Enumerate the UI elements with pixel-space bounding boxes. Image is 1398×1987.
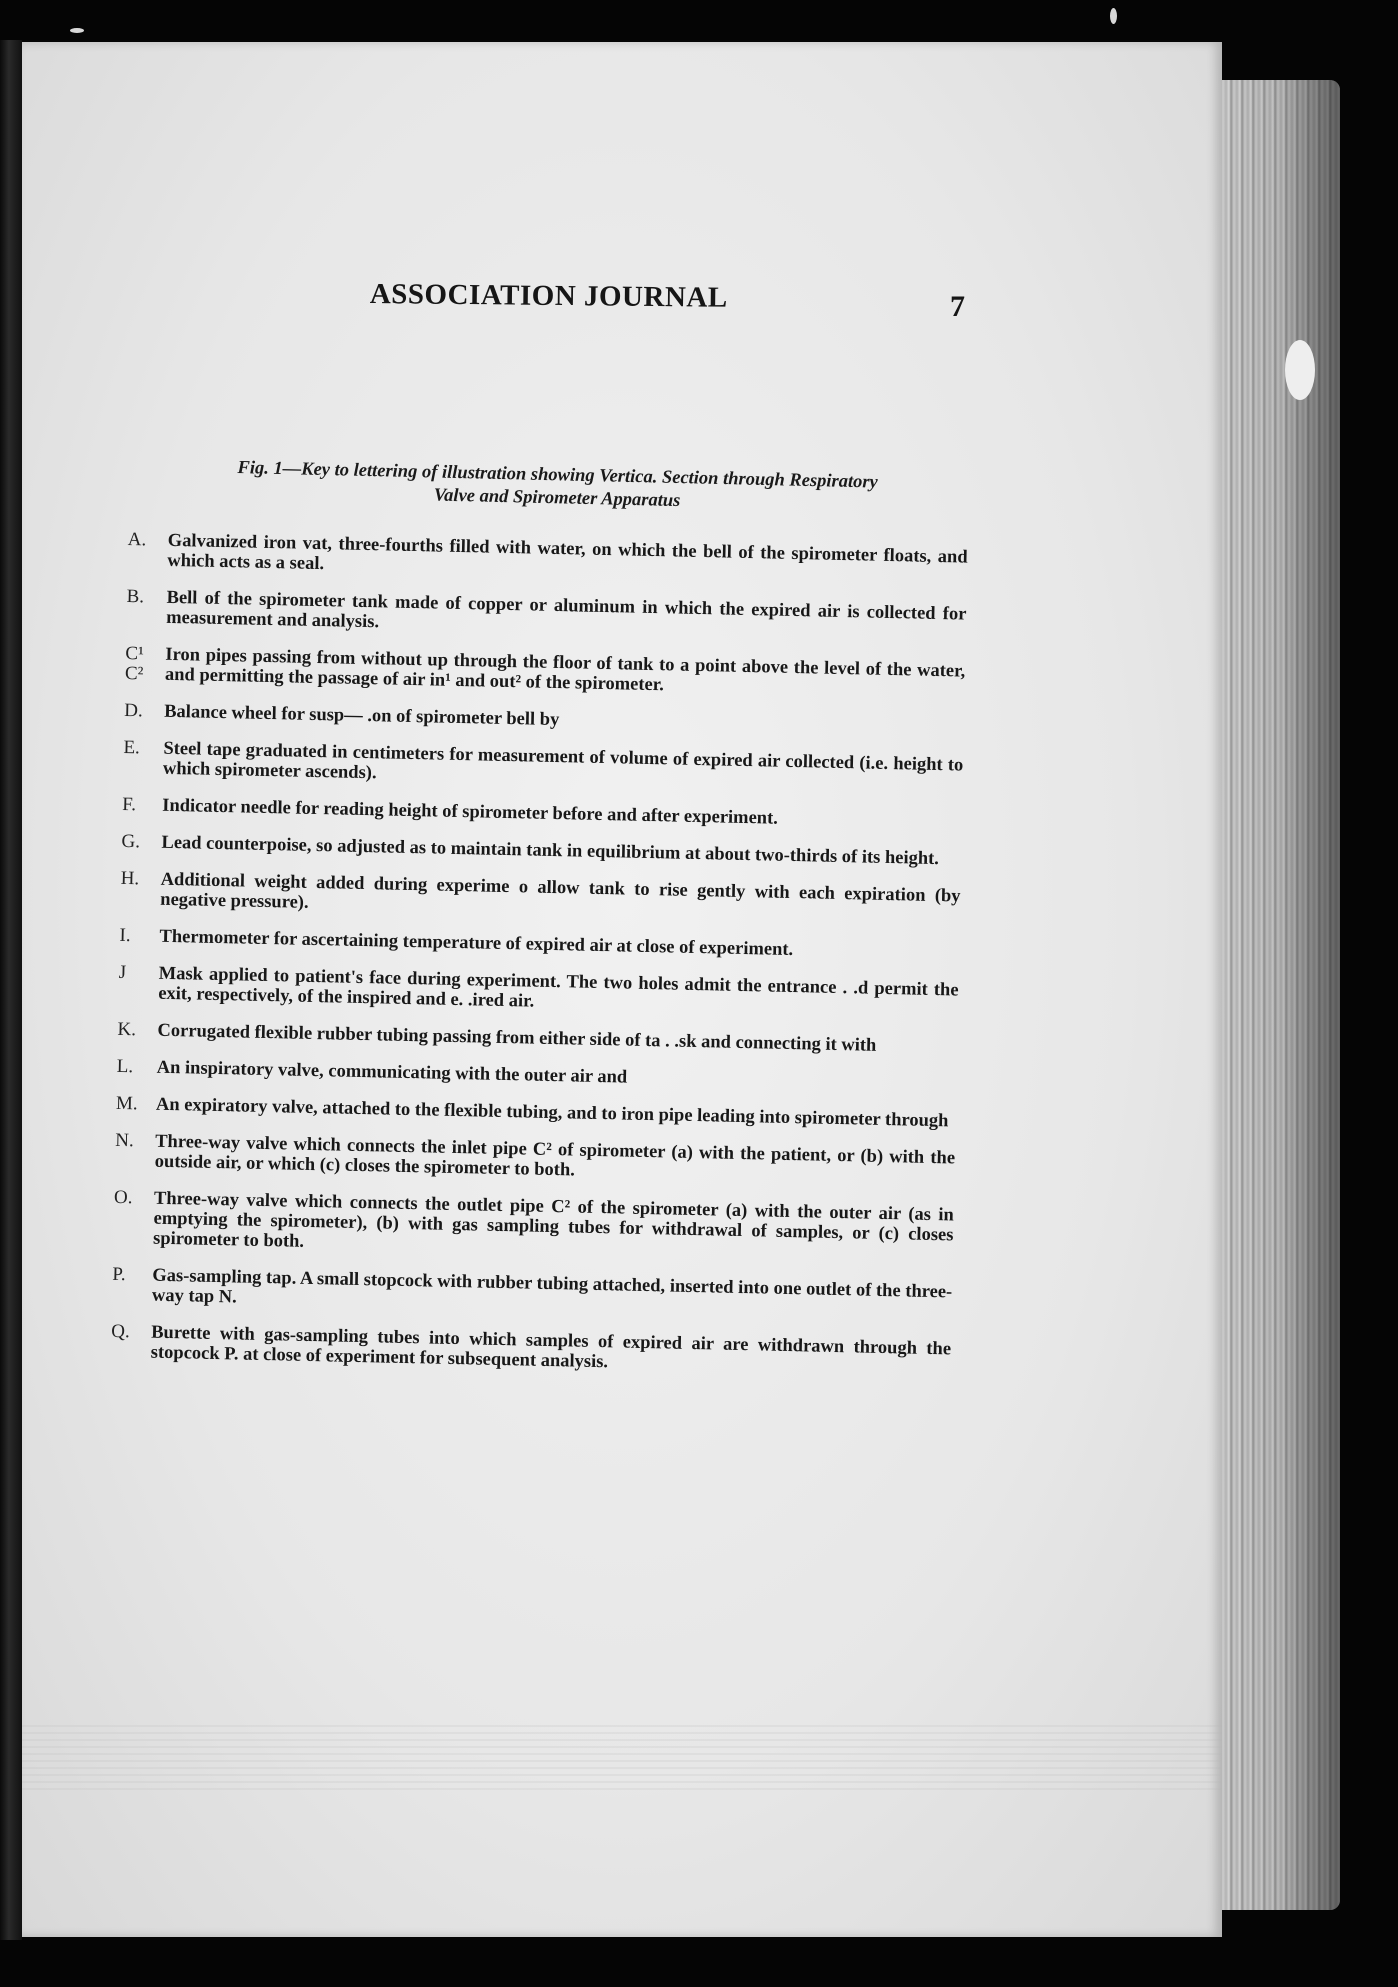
key-text: Steel tape graduated in centimeters for measurement of volume of expired air collected (i.e. height to which spirometer ascends). bbox=[162, 738, 964, 784]
key-text: Additional weight added during experime o allow tank to rise gently with each expiration (by negative pressure). bbox=[160, 869, 961, 913]
key-letter: C¹ C² bbox=[124, 642, 145, 685]
key-text: An expiratory valve, attached to the flexible tubing, and to iron pipe leading into spirometer through bbox=[155, 1094, 949, 1132]
key-item bbox=[113, 1188, 954, 1266]
key-letter: E. bbox=[123, 736, 141, 759]
key-text: Bell of the spirometer tank made of copper or aluminum in which the expired air is collected for measurement and analysis. bbox=[165, 587, 967, 633]
key-letter: A. bbox=[127, 529, 147, 551]
key-letter: O. bbox=[113, 1186, 133, 1209]
key-text: An inspiratory valve, communicating with the outer air and bbox=[156, 1057, 628, 1088]
key-item bbox=[117, 1020, 957, 1058]
key-item bbox=[118, 963, 959, 1021]
key-letter: F. bbox=[122, 793, 137, 816]
key-letter: P. bbox=[112, 1263, 126, 1286]
book-binding-left bbox=[0, 40, 22, 1940]
key-letter: B. bbox=[126, 585, 145, 608]
key-item bbox=[120, 869, 961, 927]
figure-caption-line-1: Fig. 1—Key to lettering of illustration showing Vertica. Section through Respiratory bbox=[237, 458, 878, 493]
key-letter: M. bbox=[115, 1092, 138, 1115]
key-letter: I. bbox=[119, 924, 131, 947]
running-head: ASSOCIATION JOURNAL bbox=[369, 278, 728, 314]
figure-caption-line-2: Valve and Spirometer Apparatus bbox=[433, 485, 681, 512]
key-item bbox=[119, 926, 959, 964]
scan-speck bbox=[1285, 340, 1315, 400]
scan-speck bbox=[1110, 8, 1117, 24]
key-item bbox=[122, 795, 962, 833]
key-text: Three-way valve which connects the inlet pipe C² of spirometer (a) with the patient, or (b) with the outside air, or which (c) closes the spirometer to both. bbox=[154, 1131, 956, 1181]
scan-speck bbox=[70, 28, 84, 33]
key-letter: K. bbox=[117, 1018, 137, 1041]
key-text: Iron pipes passing from without up through the floor of tank to a point above the level of the water, and permitting the passage of air in¹ and out² of the spirometer. bbox=[164, 644, 966, 696]
key-item bbox=[116, 1094, 956, 1132]
lettering-key-list bbox=[110, 530, 968, 1396]
key-text: Corrugated flexible rubber tubing passing from either side of ta . .sk and connecting it with bbox=[157, 1020, 877, 1056]
key-item bbox=[121, 832, 961, 870]
key-item bbox=[124, 701, 964, 739]
key-letter: J bbox=[118, 961, 127, 984]
key-letter: L. bbox=[116, 1055, 134, 1078]
key-text: Burette with gas-sampling tubes into which samples of expired air are withdrawn through the stopcock P. at close of experiment for subsequent analysis. bbox=[150, 1322, 952, 1373]
key-item bbox=[111, 1322, 952, 1380]
key-text: Indicator needle for reading height of spirometer before and after experiment. bbox=[162, 795, 779, 829]
key-text: Three-way valve which connects the outlet pipe C² of the spirometer (a) with the outer air (as in emptying the spirometer), (b) with gas sampling tubes for withdrawal of samples, or (c) closes spirometer to both. bbox=[152, 1188, 955, 1252]
key-text: Mask applied to patient's face during experiment. The two holes admit the entrance . .d permit the exit, respectively, of the inspired and e. .ired air. bbox=[158, 963, 959, 1012]
key-letter: G. bbox=[121, 830, 141, 853]
key-item bbox=[117, 1057, 957, 1095]
key-text: Thermometer for ascertaining temperature of expired air at close of experiment. bbox=[159, 926, 794, 961]
key-item bbox=[125, 644, 966, 702]
key-letter: D. bbox=[124, 699, 143, 722]
key-letter: H. bbox=[120, 867, 140, 890]
scan-artifact-lines bbox=[22, 1720, 1222, 1790]
key-item bbox=[123, 738, 964, 796]
key-item bbox=[126, 587, 967, 645]
key-letter: Q. bbox=[110, 1320, 130, 1343]
key-text: Balance wheel for susp— .on of spirometer bell by bbox=[163, 701, 560, 731]
key-item bbox=[112, 1265, 953, 1323]
key-text: Galvanized iron vat, three-fourths filled with water, on which the bell of the spirometer floats, and which acts as a seal. bbox=[167, 530, 968, 575]
page-number: 7 bbox=[950, 290, 965, 323]
key-item bbox=[115, 1131, 956, 1189]
key-letter: N. bbox=[114, 1129, 134, 1152]
key-text: Lead counterpoise, so adjusted as to maintain tank in equilibrium at about two-thirds of its height. bbox=[161, 832, 940, 870]
key-text: Gas-sampling tap. A small stopcock with rubber tubing attached, inserted into one outlet of the three-way tap N. bbox=[151, 1265, 953, 1308]
